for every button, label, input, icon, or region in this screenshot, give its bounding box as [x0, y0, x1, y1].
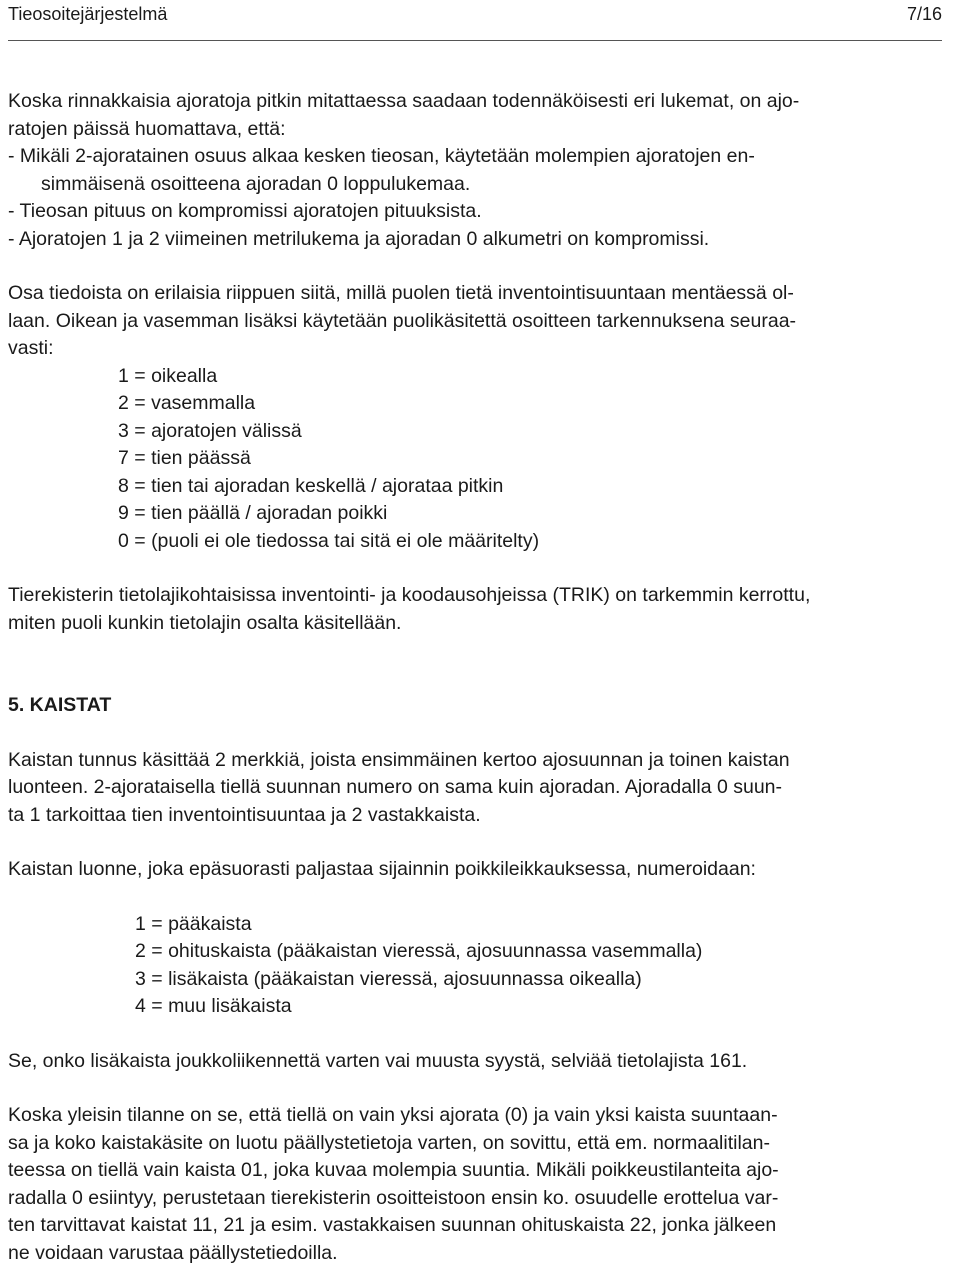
paragraph-ajoradat	[8, 88, 953, 253]
bullet-line: - Ajoratojen 1 ja 2 viimeinen metrilukema ja ajoradan 0 alkumetri on kompromissi.	[8, 227, 710, 250]
document-title: Tieosoitejärjestelmä	[8, 4, 168, 24]
text-line: Koska yleisin tilanne on se, että tiellä on vain yksi ajorata (0) ja vain yksi kaista suuntaan-	[8, 1104, 778, 1126]
text-line: laan. Oikean ja vasemman lisäksi käytetään puolikäsitettä osoitteen tarkennuksena seuraa-	[8, 309, 797, 332]
list-item: 3 = ajoratojen välissä	[118, 419, 302, 442]
list-item: 2 = vasemmalla	[118, 392, 256, 414]
bullet-line: - Mikäli 2-ajoratainen osuus alkaa kesken tieosan, käytetään molempien ajoratojen en-	[8, 145, 755, 167]
page-number: 7/16	[906, 4, 942, 24]
paragraph-trik	[8, 582, 953, 637]
text-line: Osa tiedoista on erilaisia riippuen siitä, millä puolen tietä inventointisuuntaan mentäessä ol-	[8, 282, 794, 304]
lane-code-list	[8, 911, 953, 1021]
document-body	[8, 88, 953, 1267]
paragraph-puoli	[8, 280, 953, 363]
list-item: 3 = lisäkaista (pääkaistan vieressä, ajosuunnassa oikealla)	[135, 967, 642, 990]
bullet-line: - Tieosan pituus on kompromissi ajoratojen pituuksista.	[8, 200, 482, 222]
list-item: 4 = muu lisäkaista	[135, 995, 292, 1017]
text-line: luonteen. 2-ajorataisella tiellä suunnan numero on sama kuin ajoradan. Ajoradalla 0 suun-	[8, 776, 783, 798]
text-line: Kaistan tunnus käsittää 2 merkkiä, joista ensimmäinen kertoo ajosuunnan ja toinen kaistan	[8, 748, 790, 771]
list-item: 0 = (puoli ei ole tiedossa tai sitä ei ole määritelty)	[118, 529, 540, 552]
text-line: sa ja koko kaistakäsite on luotu päällystetietoja varten, on sovittu, että em. normaalitilan-	[8, 1131, 770, 1154]
list-item: 2 = ohituskaista (pääkaistan vieressä, ajosuunnassa vasemmalla)	[135, 940, 703, 962]
list-item: 1 = oikealla	[118, 364, 218, 387]
list-item: 1 = pääkaista	[135, 912, 252, 935]
text-line: ten tarvittavat kaistat 11, 21 ja esim. vastakkaisen suunnan ohituskaista 22, jonka jälkeen	[8, 1214, 777, 1236]
text-line: ne voidaan varustaa päällystetiedoilla.	[8, 1241, 338, 1264]
bullet-continuation: simmäisenä osoitteena ajoradan 0 loppulukemaa.	[41, 172, 471, 195]
paragraph-lisakaista: Se, onko lisäkaista joukkoliikennettä varten vai muusta syystä, selviää tietolajista 161.	[8, 1049, 748, 1072]
list-item: 8 = tien tai ajoradan keskellä / ajorataa pitkin	[118, 474, 504, 497]
list-item: 7 = tien päässä	[118, 447, 251, 469]
paragraph-kaistan-tunnus	[8, 747, 953, 830]
text-line: teessa on tiellä vain kaista 01, joka kuvaa molempia suuntia. Mikäli poikkeustilanteita ajo-	[8, 1159, 779, 1181]
text-line: ratojen päissä huomattava, että:	[8, 117, 286, 140]
list-item: 9 = tien päällä / ajoradan poikki	[118, 502, 388, 524]
text-line: radalla 0 esiintyy, perustetaan tierekisterin osoitteistoon ensin ko. osuudelle erottelua var-	[8, 1186, 779, 1209]
text-line: vasti:	[8, 337, 54, 359]
text-line: Koska rinnakkaisia ajoratoja pitkin mitattaessa saadaan todennäköisesti eri lukemat, on ajo-	[8, 90, 800, 112]
section-heading: 5. KAISTAT	[8, 694, 112, 716]
side-code-list	[8, 363, 953, 556]
text-line: miten puoli kunkin tietolajin osalta käsitellään.	[8, 611, 402, 634]
text-line: Tierekisterin tietolajikohtaisissa inventointi- ja koodausohjeissa (TRIK) on tarkemmin kerrottu,	[8, 584, 811, 606]
text-line: ta 1 tarkoittaa tien inventointisuuntaa ja 2 vastakkaista.	[8, 803, 481, 826]
paragraph-yleisin-tilanne	[8, 1102, 953, 1267]
page-header	[8, 0, 942, 41]
paragraph-kaistan-luonne: Kaistan luonne, joka epäsuorasti paljastaa sijainnin poikkileikkauksessa, numeroidaan:	[8, 858, 756, 880]
